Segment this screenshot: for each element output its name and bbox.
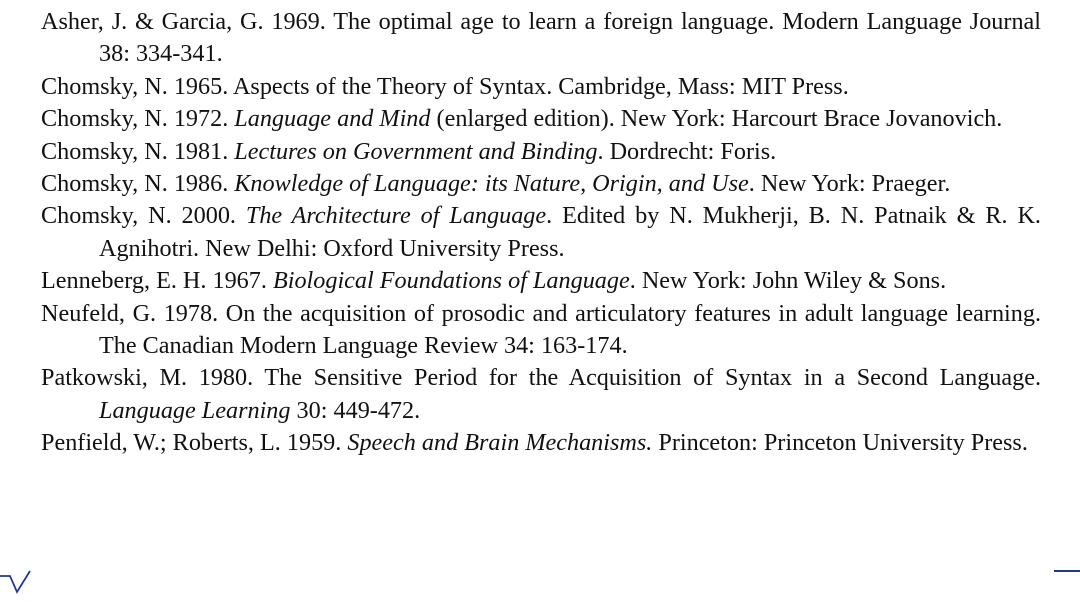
- corner-line-mark: [1054, 570, 1080, 572]
- reference-patkowski-1980: [41, 362, 1041, 427]
- reference-text: Neufeld, G. 1978. On the acquisition of prosodic and articulatory features in adult language learning. The Canadian Modern Language Review 34: 163-174.: [41, 299, 1041, 360]
- reference-text: . Edited by N. Mukherji, B. N. Patnaik & R. K. Agnihotri. New Delhi: Oxford University Press.: [99, 202, 1041, 262]
- reference-asher-garcia-1969: [41, 6, 1041, 71]
- reference-list: [41, 6, 1041, 460]
- reference-text: Chomsky, N. 1965. Aspects of the Theory of Syntax. Cambridge, Mass: MIT Press.: [41, 72, 849, 100]
- reference-text: (enlarged edition). New York: Harcourt Brace Jovanovich.: [430, 105, 1003, 133]
- reference-text: . New York: John Wiley & Sons.: [629, 267, 947, 295]
- reference-text: Asher, J. & Garcia, G. 1969. The optimal age to learn a foreign language. Modern Language Journal 38: 334-341.: [41, 8, 1041, 68]
- reference-chomsky-1972: [41, 103, 1041, 135]
- reference-title: Language and Mind: [234, 105, 431, 133]
- reference-text: Chomsky, N. 2000.: [41, 202, 246, 230]
- reference-title: Knowledge of Language: its Nature, Origin, and Use: [234, 170, 749, 198]
- reference-text: Lenneberg, E. H. 1967.: [41, 267, 273, 295]
- reference-chomsky-1965: [41, 71, 1041, 103]
- reference-title: Language Learning: [99, 396, 291, 424]
- reference-text: Chomsky, N. 1981.: [41, 137, 235, 165]
- reference-penfield-roberts-1959: [41, 427, 1041, 459]
- reference-text: . Dordrecht: Foris.: [597, 137, 777, 165]
- reference-lenneberg-1967: [41, 265, 1041, 297]
- reference-text: Patkowski, M. 1980. The Sensitive Period for the Acquisition of Syntax in a Second Language.: [41, 364, 1041, 392]
- reference-text: Chomsky, N. 1972.: [41, 105, 235, 133]
- reference-text: Chomsky, N. 1986.: [41, 170, 235, 198]
- reference-text: 30: 449-472.: [290, 396, 421, 424]
- reference-chomsky-2000: [41, 200, 1041, 265]
- reference-title: Speech and Brain Mechanisms.: [347, 429, 653, 457]
- reference-text: Penfield, W.; Roberts, L. 1959.: [41, 429, 348, 457]
- reference-text: Princeton: Princeton University Press.: [652, 429, 1028, 457]
- reference-title: Lectures on Government and Binding: [234, 137, 598, 165]
- reference-title: Biological Foundations of Language: [272, 267, 630, 295]
- reference-chomsky-1986: [41, 168, 1041, 200]
- reference-text: . New York: Praeger.: [748, 170, 951, 198]
- reference-chomsky-1981: [41, 136, 1041, 168]
- reference-title: The Architecture of Language: [245, 202, 547, 230]
- corner-check-mark-icon: [0, 568, 34, 596]
- reference-neufeld-1978: [41, 298, 1041, 363]
